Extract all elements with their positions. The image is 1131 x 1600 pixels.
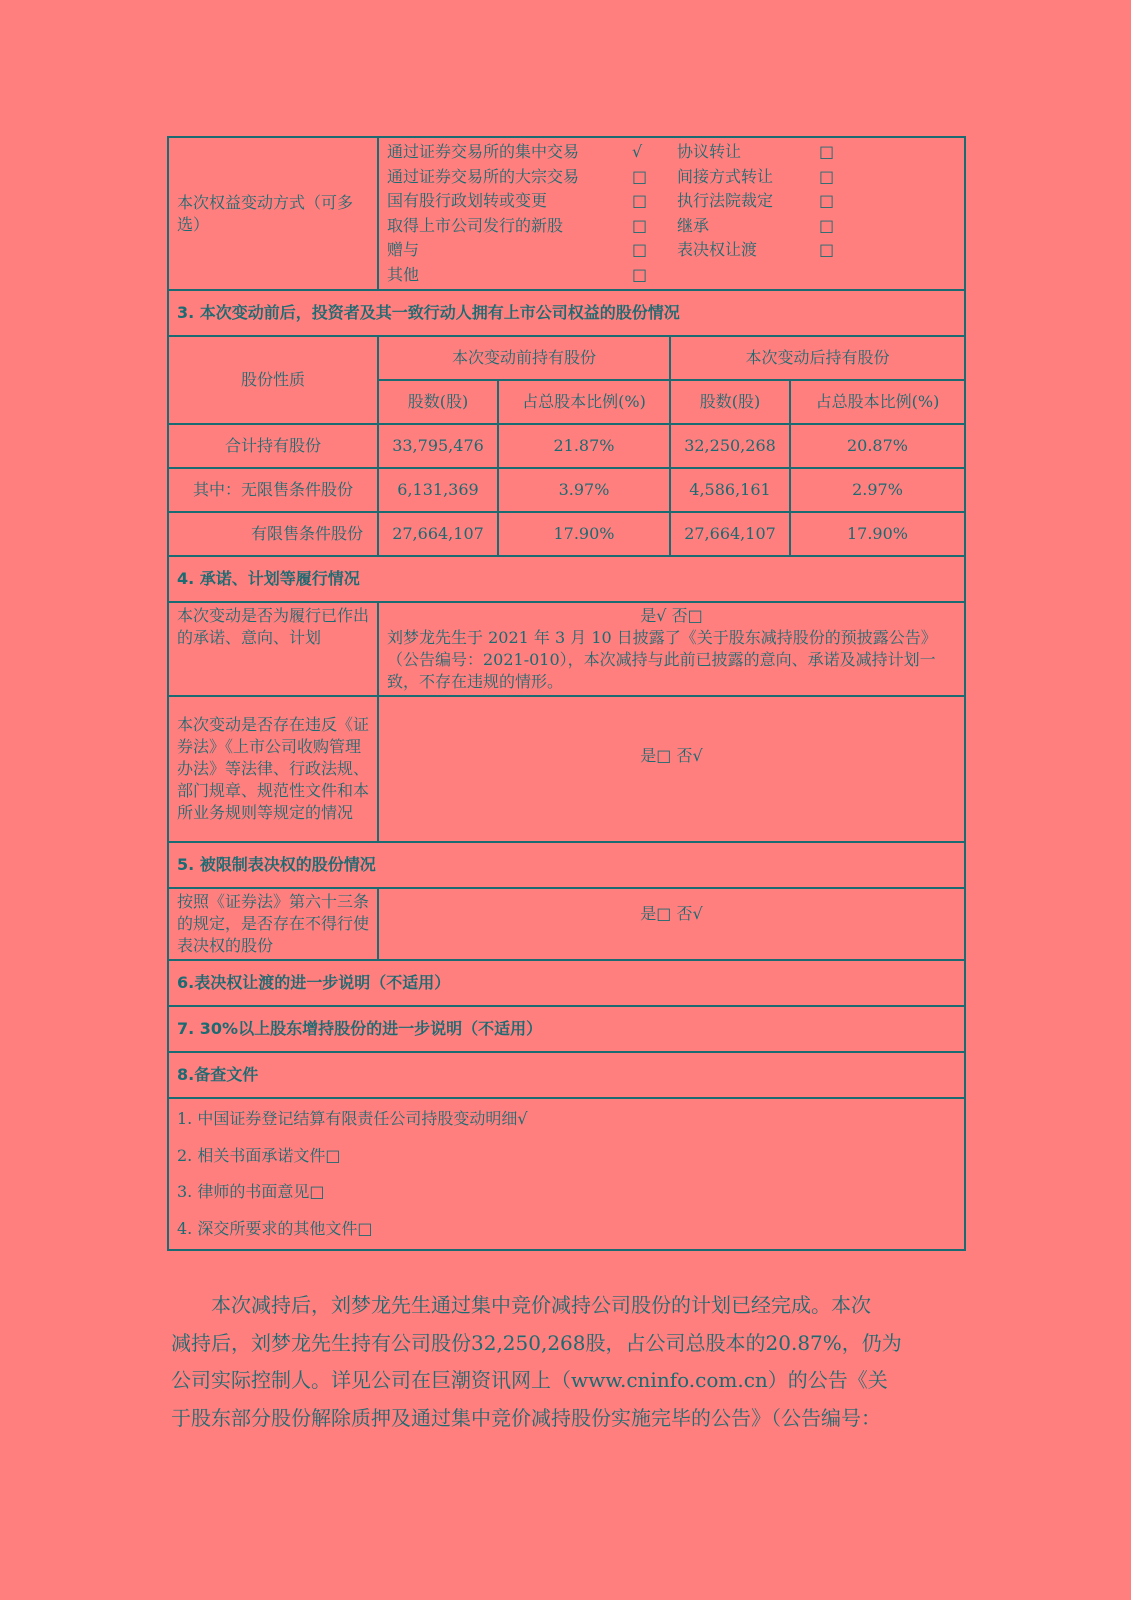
paragraph-line: 减持后，刘梦龙先生持有公司股份32,250,268股，占公司总股本的20.87%，仍为 — [171, 1330, 902, 1355]
commitment-row — [168, 602, 965, 696]
col-before-shares: 股数(股) — [378, 380, 498, 424]
section3-title: 3. 本次变动前后，投资者及其一致行动人拥有上市公司权益的股份情况 — [168, 290, 965, 336]
violation-answer: 是□ 否√ — [378, 696, 965, 842]
shares-header-row — [168, 336, 965, 380]
change-method-row — [168, 137, 965, 290]
checkbox[interactable]: □ — [632, 240, 648, 260]
method-option-row — [387, 140, 956, 165]
cell-before-ratio: 21.87% — [498, 424, 670, 468]
paragraph-line: 于股东部分股份解除质押及通过集中竞价减持股份实施完毕的公告》（公告编号： — [171, 1405, 881, 1430]
method-option-row — [387, 263, 956, 288]
reference-docs-list — [168, 1098, 965, 1250]
table-row — [168, 468, 965, 512]
list-item: 1. 中国证券登记结算有限责任公司持股变动明细√ — [177, 1109, 528, 1128]
cell-before-ratio: 3.97% — [498, 468, 670, 512]
row-label: 有限售条件股份 — [168, 512, 378, 556]
checkbox[interactable]: □ — [819, 166, 835, 186]
method-option-label: 执行法院裁定 — [677, 191, 774, 211]
cell-after-shares: 32,250,268 — [670, 424, 790, 468]
cell-before-shares: 27,664,107 — [378, 512, 498, 556]
method-option-label: 表决权让渡 — [677, 240, 758, 260]
commitment-question: 本次变动是否为履行已作出的承诺、意向、计划 — [168, 602, 378, 696]
checkbox[interactable]: □ — [632, 191, 648, 211]
row-label: 其中：无限售条件股份 — [168, 468, 378, 512]
method-option-label: 取得上市公司发行的新股 — [387, 215, 564, 235]
cell-after-ratio: 17.90% — [790, 512, 965, 556]
checkbox[interactable]: □ — [632, 215, 648, 235]
method-option-label: 赠与 — [387, 240, 420, 260]
method-option-label: 通过证券交易所的集中交易 — [387, 142, 580, 162]
section7-header-row — [168, 1006, 965, 1052]
restricted-vote-answer: 是□ 否√ — [378, 888, 965, 960]
restricted-vote-question: 按照《证券法》第六十三条的规定，是否存在不得行使表决权的股份 — [168, 888, 378, 960]
cell-after-ratio: 20.87% — [790, 424, 965, 468]
section6-header-row — [168, 960, 965, 1006]
row-label: 合计持有股份 — [168, 424, 378, 468]
col-after-shares: 股数(股) — [670, 380, 790, 424]
violation-row — [168, 696, 965, 842]
method-option-label: 继承 — [677, 215, 710, 235]
cell-after-ratio: 2.97% — [790, 468, 965, 512]
checkbox[interactable]: □ — [819, 240, 835, 260]
paragraph-line: 本次减持后，刘梦龙先生通过集中竞价减持公司股份的计划已经完成。本次 — [211, 1293, 871, 1317]
commitment-note: 刘梦龙先生于 2021 年 3 月 10 日披露了《关于股东减持股份的预披露公告》（公告编号：2021-010），本次减持与此前已披露的意向、承诺及减持计划一致，不存在违规的情形。 — [387, 628, 937, 691]
change-method-options — [378, 137, 965, 290]
list-item: 3. 律师的书面意见□ — [177, 1182, 325, 1201]
col-before-ratio: 占总股本比例(%) — [498, 380, 670, 424]
method-option-label: 国有股行政划转或变更 — [387, 191, 548, 211]
method-option-row — [387, 214, 956, 239]
section8-title: 8.备查文件 — [168, 1052, 965, 1098]
cell-after-shares: 27,664,107 — [670, 512, 790, 556]
col-after: 本次变动后持有股份 — [670, 336, 965, 380]
list-item: 4. 深交所要求的其他文件□ — [177, 1218, 373, 1238]
section4-title: 4. 承诺、计划等履行情况 — [168, 556, 965, 602]
cell-before-shares: 33,795,476 — [378, 424, 498, 468]
checkbox[interactable]: □ — [632, 166, 648, 186]
method-option-row — [387, 189, 956, 214]
method-option-row — [387, 238, 956, 263]
list-item: 2. 相关书面承诺文件□ — [177, 1145, 341, 1165]
summary-paragraph — [171, 1287, 961, 1437]
col-after-ratio: 占总股本比例(%) — [790, 380, 965, 424]
method-option-label: 间接方式转让 — [677, 166, 774, 186]
cell-before-ratio: 17.90% — [498, 512, 670, 556]
commitment-answer: 是√ 否□ — [640, 606, 703, 625]
method-option-label: 协议转让 — [677, 142, 742, 162]
cell-after-shares: 4,586,161 — [670, 468, 790, 512]
section3-header-row — [168, 290, 965, 336]
checkbox[interactable]: □ — [819, 215, 835, 235]
cell-before-shares: 6,131,369 — [378, 468, 498, 512]
col-share-nature: 股份性质 — [168, 336, 378, 424]
checkbox[interactable]: □ — [632, 264, 648, 284]
equity-change-table — [167, 136, 966, 1251]
col-before: 本次变动前持有股份 — [378, 336, 670, 380]
section4-header-row — [168, 556, 965, 602]
change-method-label: 本次权益变动方式（可多选） — [168, 137, 378, 290]
checkbox[interactable]: □ — [819, 191, 835, 211]
table-row — [168, 512, 965, 556]
restricted-vote-row — [168, 888, 965, 960]
table-row — [168, 424, 965, 468]
checkbox[interactable]: □ — [819, 142, 835, 162]
section5-header-row — [168, 842, 965, 888]
method-option-row — [387, 165, 956, 190]
section6-title: 6.表决权让渡的进一步说明（不适用） — [168, 960, 965, 1006]
commitment-answer-cell — [378, 602, 965, 696]
paragraph-line: 公司实际控制人。详见公司在巨潮资讯网上（www.cninfo.com.cn）的公告《关 — [171, 1368, 888, 1392]
method-option-label: 其他 — [387, 264, 420, 284]
violation-question: 本次变动是否存在违反《证券法》《上市公司收购管理办法》等法律、行政法规、部门规章、规范性文件和本所业务规则等规定的情况 — [168, 696, 378, 842]
section7-title: 7. 30%以上股东增持股份的进一步说明（不适用） — [168, 1006, 965, 1052]
checkbox[interactable]: √ — [632, 142, 643, 162]
method-option-label: 通过证券交易所的大宗交易 — [387, 166, 580, 186]
reference-docs-row — [168, 1098, 965, 1250]
section5-title: 5. 被限制表决权的股份情况 — [168, 842, 965, 888]
section8-header-row — [168, 1052, 965, 1098]
